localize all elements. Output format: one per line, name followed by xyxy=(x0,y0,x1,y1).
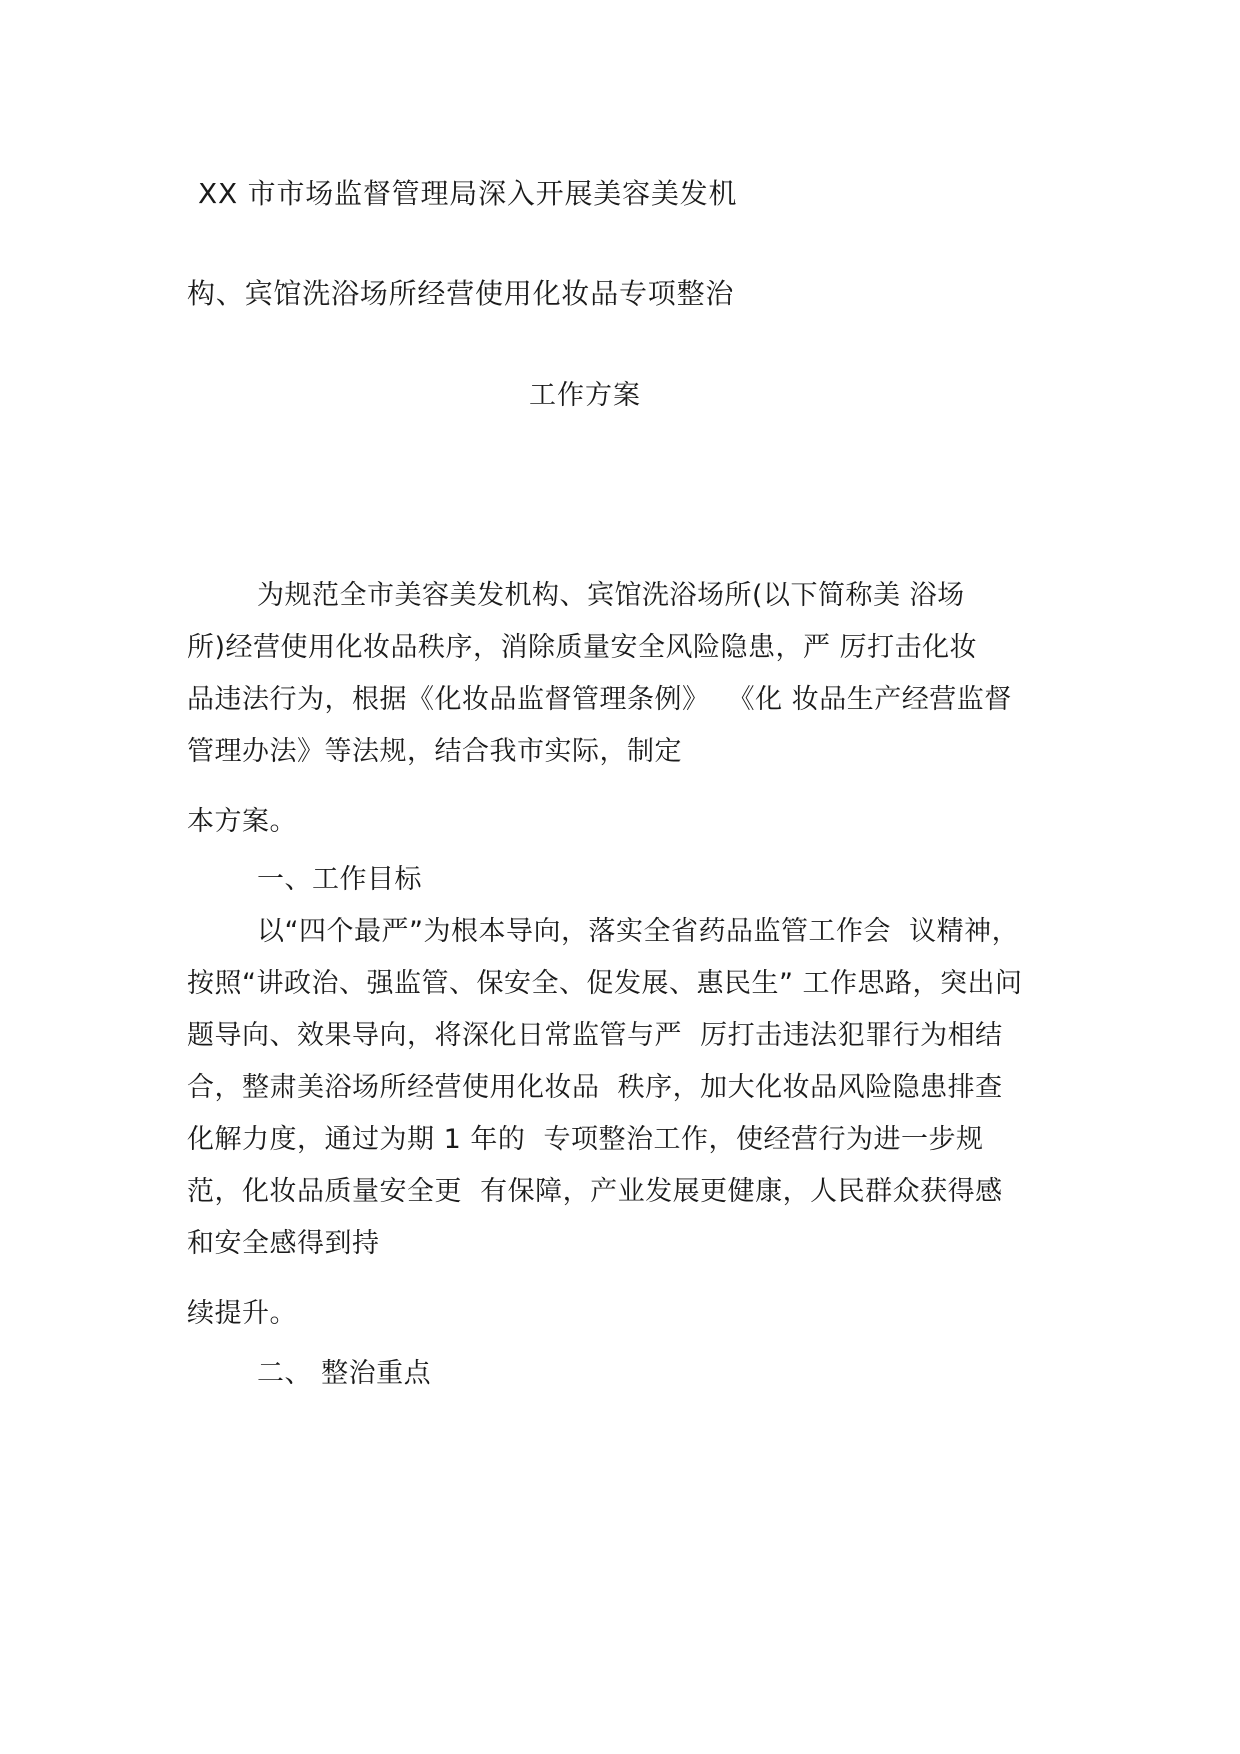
intro-line-3: 品违法行为，根据《化妆品监督管理条例》 《化 妆品生产经营监督 xyxy=(187,684,1012,715)
intro-line-4: 管理办法》等法规，结合我市实际，制定 xyxy=(187,736,682,767)
section1-line-4: 合，整肃美浴场所经营使用化妆品 秩序，加大化妆品风险隐患排查 xyxy=(187,1072,1003,1103)
section1-line-3: 题导向、效果导向，将深化日常监管与严 厉打击违法犯罪行为相结 xyxy=(187,1020,1003,1051)
section1-line-1: 以“四个最严”为根本导向，落实全省药品监管工作会 议精神， xyxy=(257,916,1020,947)
title-line-2: 构、宾馆洗浴场所经营使用化妆品专项整治 xyxy=(187,277,735,310)
section2-heading: 二、 整治重点 xyxy=(257,1358,432,1389)
section1-line-6: 范，化妆品质量安全更 有保障，产业发展更健康，人民群众获得感 xyxy=(187,1176,1003,1207)
section1-line-8: 续提升。 xyxy=(187,1298,297,1329)
document-subtitle: 工作方案 xyxy=(529,380,641,411)
section1-line-7: 和安全感得到持 xyxy=(187,1228,380,1259)
intro-line-2: 所)经营使用化妆品秩序，消除质量安全风险隐患，严 厉打击化妆 xyxy=(187,632,978,663)
section1-heading: 一、工作目标 xyxy=(257,864,422,895)
intro-line-1: 为规范全市美容美发机构、宾馆洗浴场所(以下简称美 浴场 xyxy=(257,580,965,611)
section1-line-2: 按照“讲政治、强监管、保安全、促发展、惠民生” 工作思路，突出问 xyxy=(187,968,1023,999)
title-line-1: XX 市市场监督管理局深入开展美容美发机 xyxy=(198,177,738,210)
section1-line-5: 化解力度，通过为期 1 年的 专项整治工作，使经营行为进一步规 xyxy=(187,1124,984,1155)
intro-line-5: 本方案。 xyxy=(187,806,297,837)
